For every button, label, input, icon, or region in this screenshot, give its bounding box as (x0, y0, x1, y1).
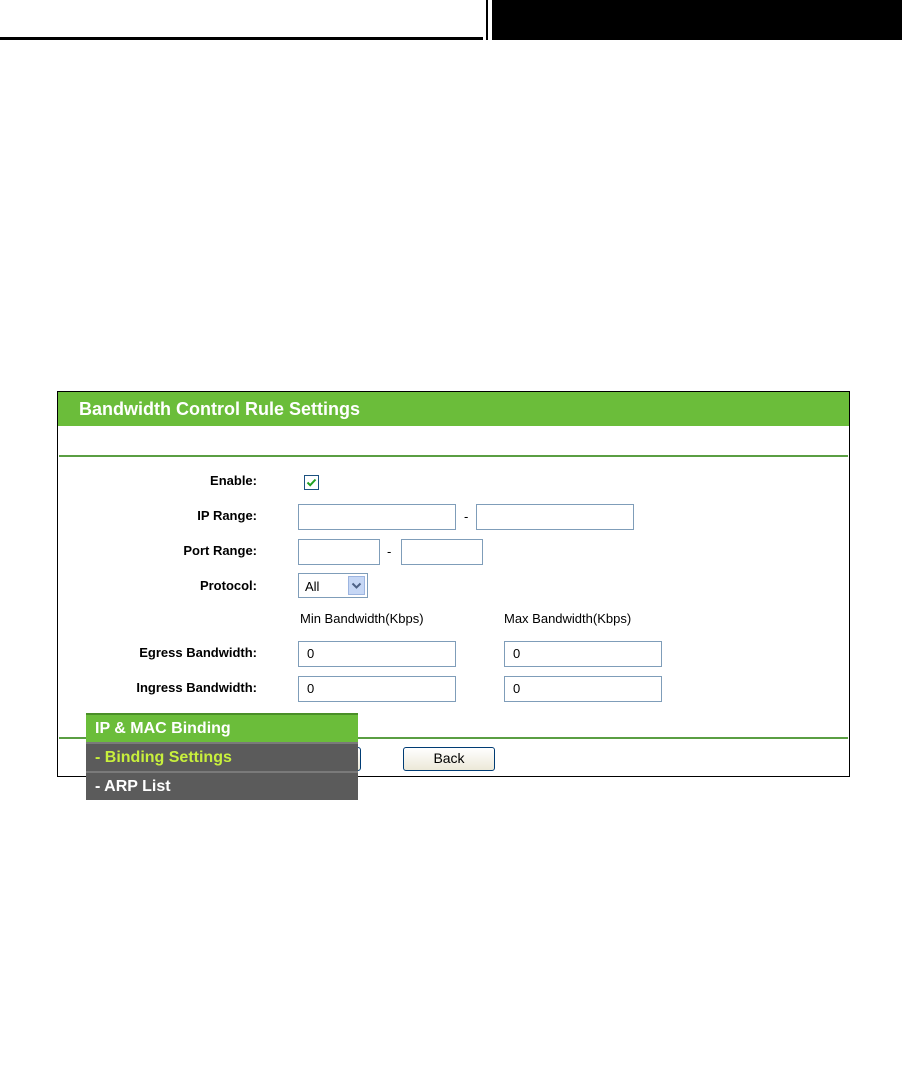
ingress-bandwidth-label: Ingress Bandwidth: (136, 680, 257, 695)
protocol-select[interactable] (298, 573, 368, 598)
egress-bandwidth-label: Egress Bandwidth: (139, 645, 257, 660)
ingress-max-input[interactable]: 0 (504, 676, 662, 702)
ip-range-separator: - (464, 509, 469, 524)
port-range-separator: - (387, 544, 392, 559)
ip-start-input[interactable] (298, 504, 456, 530)
header-rule (0, 37, 483, 40)
divider-top (59, 455, 848, 457)
menu-item-label: IP & MAC Binding (95, 720, 231, 737)
menu-item-label: - ARP List (95, 778, 171, 795)
port-range-label: Port Range: (183, 543, 257, 558)
ingress-min-input[interactable]: 0 (298, 676, 456, 702)
max-bandwidth-header: Max Bandwidth(Kbps) (504, 611, 632, 626)
protocol-label: Protocol: (199, 578, 257, 593)
menu-item-label: - Binding Settings (95, 749, 232, 766)
enable-label: Enable: (210, 473, 257, 488)
chevron-down-icon[interactable] (348, 576, 365, 595)
egress-min-input[interactable]: 0 (298, 641, 456, 667)
ip-range-label: IP Range: (197, 508, 257, 523)
port-end-input[interactable] (401, 539, 483, 565)
enable-checkbox[interactable] (304, 475, 319, 490)
check-icon (305, 476, 318, 489)
menu-item-binding-settings[interactable] (86, 742, 358, 771)
header-bar (492, 0, 902, 40)
header-separator (486, 0, 488, 40)
back-button[interactable]: Back (403, 747, 495, 771)
min-bandwidth-header: Min Bandwidth(Kbps) (300, 611, 424, 626)
port-start-input[interactable] (298, 539, 380, 565)
egress-max-input[interactable]: 0 (504, 641, 662, 667)
menu-item-ip-mac-binding[interactable] (86, 713, 358, 742)
menu-item-arp-list[interactable] (86, 771, 358, 800)
panel-title: Bandwidth Control Rule Settings (79, 399, 360, 419)
panel-title-bar (58, 392, 849, 426)
protocol-value: All (305, 579, 320, 594)
ip-end-input[interactable] (476, 504, 634, 530)
